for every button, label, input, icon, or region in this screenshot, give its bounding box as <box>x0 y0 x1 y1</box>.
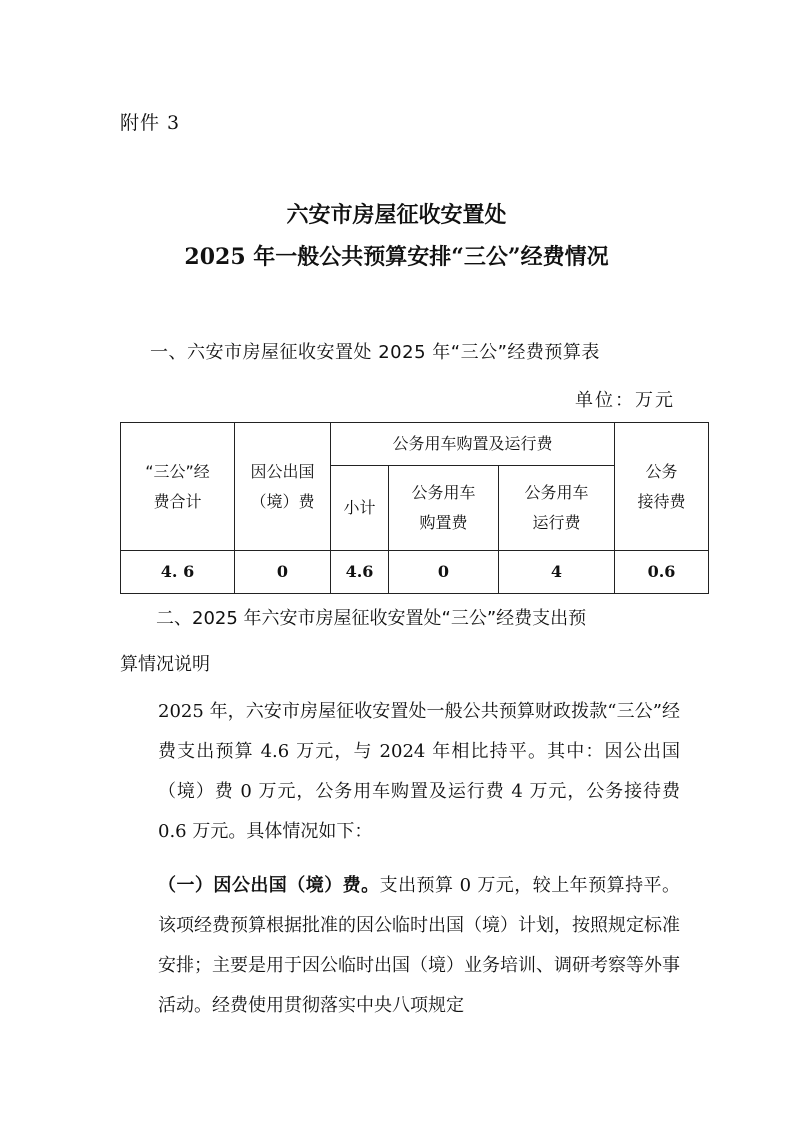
header-abroad: 因公出国 （境）费 <box>235 423 331 551</box>
value-total: 4. 6 <box>121 551 235 594</box>
header-purchase: 公务用车 购置费 <box>389 466 499 551</box>
paragraph-summary: 2025 年，六安市房屋征收安置处一般公共预算财政拨款“三公”经费支出预算 4.6 万元，与 2024 年相比持平。其中：因公出国（境）费 0 万元，公务用车购置及运行费 4 万元，公务接待费 0.6 万元。具体情况如下： <box>158 701 680 842</box>
table-header-row-1 <box>121 423 709 466</box>
header-operation: 公务用车 运行费 <box>499 466 615 551</box>
value-reception: 0.6 <box>615 551 709 594</box>
section2-heading: 二、2025 年六安市房屋征收安置处“三公”经费支出预 算情况说明 <box>120 608 587 675</box>
paragraph-abroad-text: 支出预算 0 万元，较上年预算持平。该项经费预算根据批准的因公临时出国（境）计划，按照规定标准安排；主要是用于因公临时出国（境）业务培训、调研考察等外事活动。经费使用贯彻落实中央八项规定 <box>158 875 681 1016</box>
unit-label: 单位：万元 <box>575 390 675 411</box>
value-subtotal: 4.6 <box>331 551 389 594</box>
title-line-2: 2025 年一般公共预算安排“三公”经费情况 <box>184 244 609 270</box>
table-row <box>121 551 709 594</box>
attachment-label: 附件 3 <box>120 112 181 134</box>
header-total: “三公”经 费合计 <box>121 423 235 551</box>
paragraph-abroad <box>120 866 680 1026</box>
header-vehicle-group: 公务用车购置及运行费 <box>331 423 615 466</box>
value-abroad: 0 <box>235 551 331 594</box>
value-operation: 4 <box>499 551 615 594</box>
title-line-1: 六安市房屋征收安置处 <box>286 202 507 228</box>
header-subtotal: 小计 <box>331 466 389 551</box>
section1-heading: 一、六安市房屋征收安置处 2025 年“三公”经费预算表 <box>150 342 600 363</box>
budget-table <box>120 422 709 594</box>
header-reception: 公务 接待费 <box>615 423 709 551</box>
paragraph-abroad-heading: （一）因公出国（境）费。 <box>158 875 380 896</box>
value-purchase: 0 <box>389 551 499 594</box>
